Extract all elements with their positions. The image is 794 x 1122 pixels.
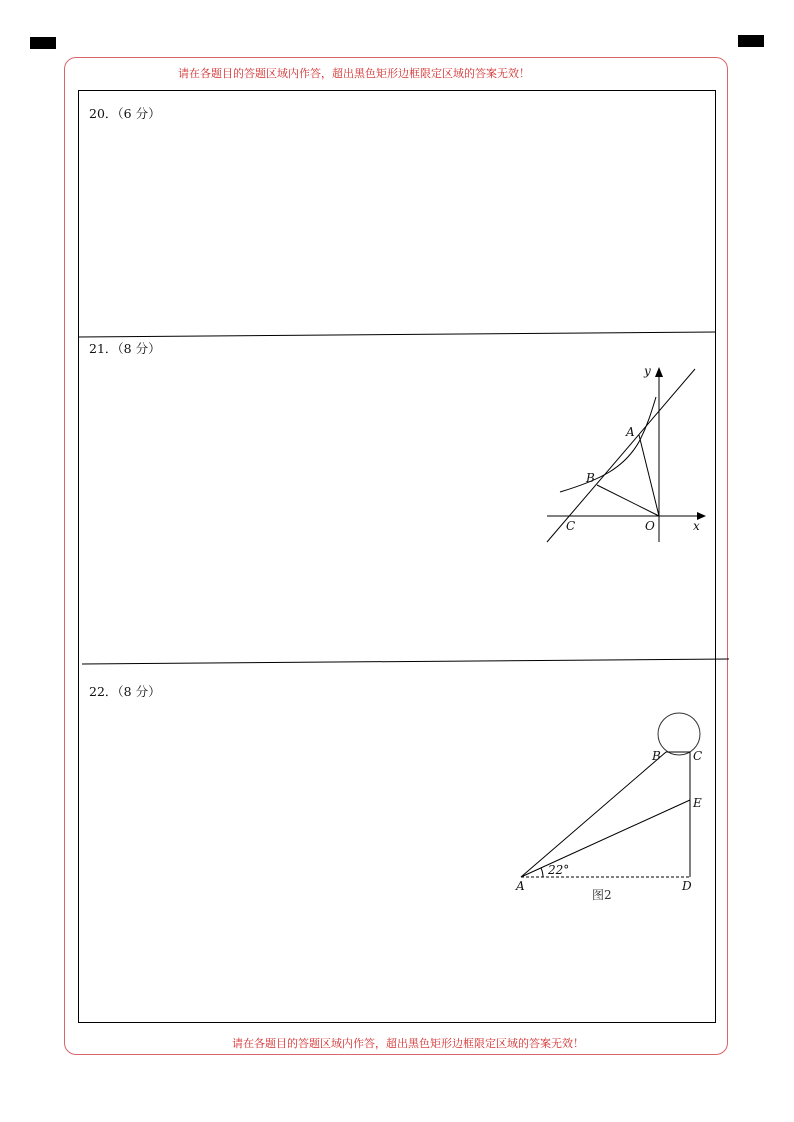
question-21-points: （8 分） (117, 341, 161, 356)
angle-arc (541, 868, 543, 877)
notice-top: 请在各题目的答题区域内作答，超出黑色矩形边框限定区域的答案无效！ (178, 67, 530, 80)
y-axis-arrow (655, 367, 663, 377)
fig22-label-E: E (693, 796, 702, 810)
notice-bottom: 请在各题目的答题区域内作答，超出黑色矩形边框限定区域的答案无效！ (232, 1037, 584, 1050)
fig22-angle-label: 22° (548, 863, 570, 877)
fig21-label-O: O (645, 519, 655, 533)
figure-22 (521, 713, 703, 877)
fig21-label-y: y (644, 364, 651, 378)
question-21-number: 21． (89, 341, 118, 356)
segment-BO (597, 485, 659, 516)
question-20-points: （6 分） (117, 106, 161, 121)
fig22-label-D: D (682, 879, 692, 893)
segment-AO (639, 435, 659, 516)
fig22-label-C: C (693, 749, 703, 763)
segment-AE (521, 800, 690, 877)
fig21-label-C: C (566, 519, 576, 533)
question-20-number: 20． (89, 106, 118, 121)
segment-AB (521, 752, 666, 877)
divider-21-22 (82, 659, 729, 664)
fig21-label-B: B (586, 471, 595, 485)
fig21-label-A: A (626, 425, 635, 439)
question-22-number: 22． (89, 684, 118, 699)
fig22-label-B: B (652, 749, 661, 763)
fig21-label-x: x (693, 519, 700, 533)
fig22-label-A: A (516, 879, 525, 893)
question-22-points: （8 分） (117, 684, 161, 699)
figure-21 (547, 367, 706, 542)
divider-20-21 (78, 332, 716, 337)
fig22-caption: 图2 (592, 888, 612, 902)
